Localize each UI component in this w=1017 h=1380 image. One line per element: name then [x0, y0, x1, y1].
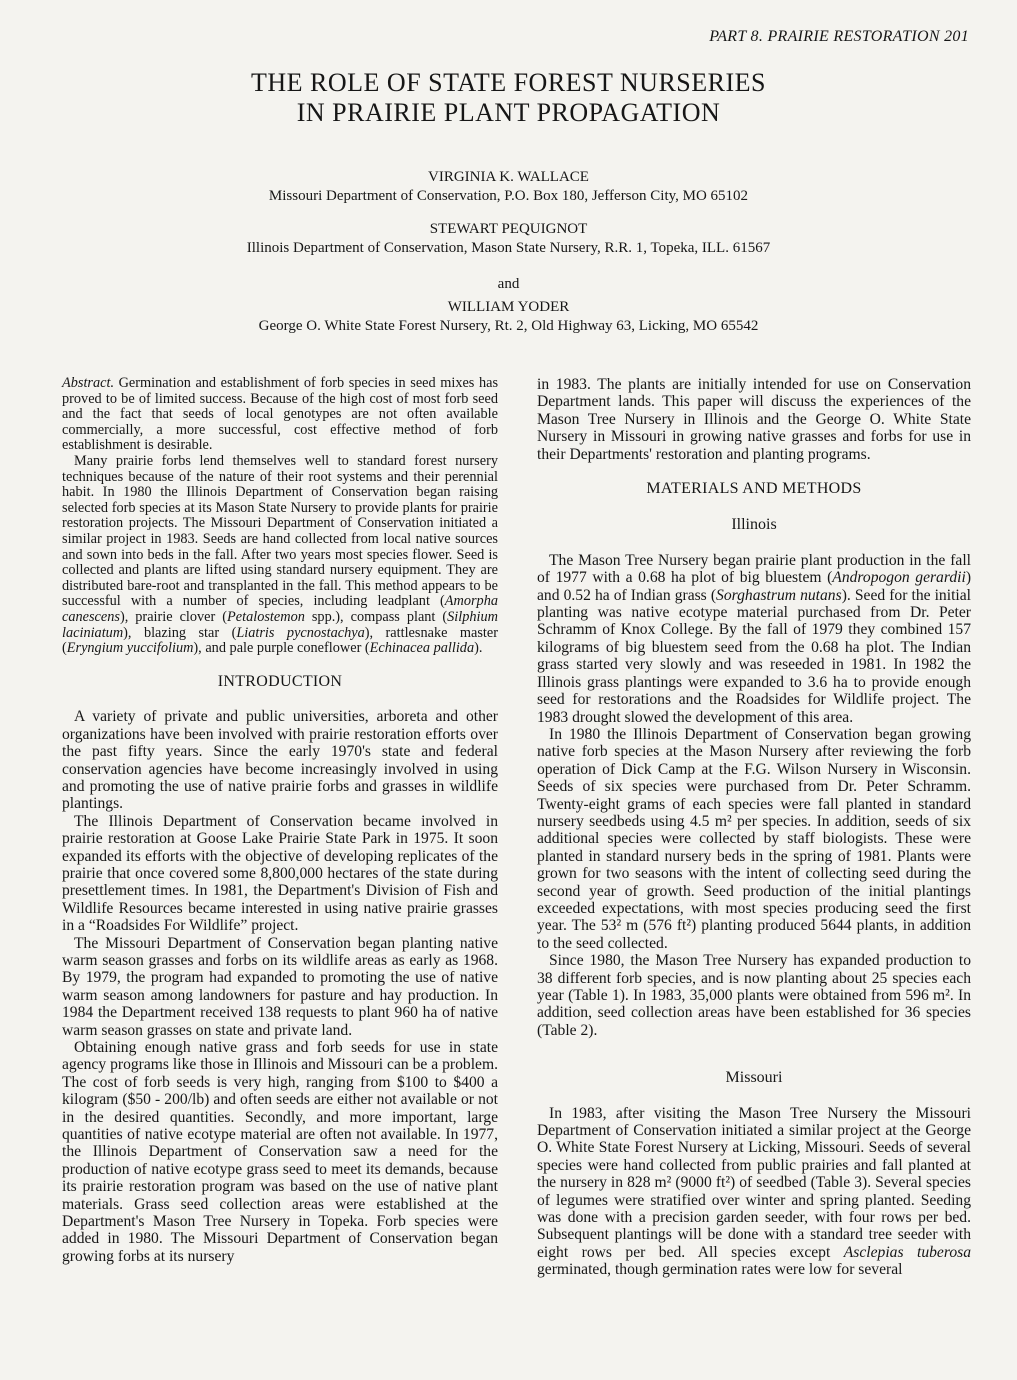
body-paragraph	[537, 552, 971, 726]
abstract-text: spp.), compass plant (	[304, 608, 448, 625]
species-name: Asclepias tuberosa	[843, 1243, 971, 1261]
abstract-text: ), prairie clover (	[119, 608, 228, 625]
body-text: ) and 0.52 ha of Indian grass (	[537, 569, 972, 604]
abstract-text: Many prairie forbs lend themselves well to standard forest nursery techniques because of the nature of their root systems and their perennial habit. In 1980 the Illinois Department of Conservation began raising selected forb species at its Mason State Nursery to provide plants for prairie restoration projects. The Missouri Department of Conservation initiated a similar project in 1983. Seeds are hand collected from local native sources and sown into beds in the fall. After two years most species flower. Seed is collected and plants are lifted using standard nursery equipment. They are distributed bare-root and transplanted in the fall. This method appears to be successful with a number of species, including leadplant (	[62, 452, 498, 610]
body-paragraph-continued: in 1983. The plants are initially intended for use on Conservation Department lands. This paper will discuss the experiences of the Mason Tree Nursery in Illinois and the George O. White State Nursery in Missouri in growing native grasses and forbs for use in their Departments' restoration and planting programs.	[537, 376, 971, 463]
body-paragraph: Obtaining enough native grass and forb seeds for use in state agency programs like those in Illinois and Missouri can be a problem. The cost of forb seeds is very high, ranging from $100 to $400 a kilogram ($50 - 200/lb) and often seeds are either not available or not in the desired quantities. Secondly, and more important, large quantities of native ecotype material are often not available. In 1977, the Illinois Department of Conservation saw a need for the production of native ecotype grass seed to meet its demands, because its prairie restoration program was based on the use of native plant materials. Grass seed collection areas were established at the Department's Mason Tree Nursery in Topeka. Forb species were added in 1980. The Missouri Department of Conservation began growing forbs at its nursery	[62, 1039, 498, 1265]
species-name: Silphium laciniatum	[62, 608, 498, 641]
body-text: The Mason Tree Nursery began prairie plant production in the fall of 1977 with a 0.68 ha plot of big bluestem (	[537, 551, 971, 587]
subsection-heading-illinois: Illinois	[731, 516, 777, 534]
species-name: Sorghastrum nutans	[716, 586, 842, 604]
abstract-text: ), rattlesnake master (	[62, 624, 498, 657]
body-paragraph	[537, 1105, 971, 1279]
abstract-label: Abstract.	[62, 375, 115, 391]
section-heading-introduction: INTRODUCTION	[217, 672, 343, 690]
author-affiliation: Illinois Department of Conservation, Mason State Nursery, R.R. 1, Topeka, ILL. 61567	[246, 240, 771, 256]
body-paragraph: In 1980 the Illinois Department of Conservation began growing native forb species at the Mason Nursery after reviewing the forb operation of Dick Camp at the F.G. Wilson Nursery in Wisconsin. Seeds of six species were purchased from Dr. Peter Schramm. Twenty-eight grams of each species were fall planted in standard nursery seedbeds using 4.5 m² per species. In addition, seeds of six additional species were collected by staff biologists. These were planted in standard nursery beds in the spring of 1981. Plants were grown for two seasons with the intent of collecting seed during the second year of growth. Seed production of the initial plantings exceeded expectations, with most species producing seed the first year. The 53² m (576 ft²) planting produced 5644 plants, in addition to the seed collected.	[537, 725, 971, 952]
author-affiliation: George O. White State Forest Nursery, Rt. 2, Old Highway 63, Licking, MO 65542	[258, 318, 759, 334]
body-paragraph: The Missouri Department of Conservation began planting native warm season grasses and forbs on its wildlife areas as early as 1968. By 1979, the program had expanded to promoting the use of native warm season among landowners for pasture and hay production. In 1984 the Department received 138 requests to plant 960 ha of native warm season grasses on state and private land.	[62, 934, 498, 1039]
species-name: Eryngium yuccifolium	[66, 640, 194, 657]
paper-title	[0, 68, 1017, 128]
subsection-heading-missouri: Missouri	[725, 1069, 783, 1087]
title-line-2: IN PRAIRIE PLANT PROPAGATION	[296, 98, 721, 127]
right-column	[537, 376, 971, 1279]
and-separator: and	[497, 276, 520, 292]
title-line-1: THE ROLE OF STATE FOREST NURSERIES	[251, 68, 766, 97]
abstract-text: ), blazing star (	[123, 624, 237, 641]
species-name: Andropogon gerardii	[832, 569, 966, 587]
species-name: Echinacea pallida	[369, 640, 475, 657]
abstract-paragraph-2	[62, 454, 498, 657]
author-name: WILLIAM YODER	[447, 299, 570, 315]
abstract-text: Germination and establishment of forb species in seed mixes has proved to be of limited success. Because of the high cost of most forb seed and the fact that seeds of local genotypes are not often available commercially, a more successful, cost effective method of forb establishment is desirable.	[62, 375, 499, 454]
running-head: PART 8. PRAIRIE RESTORATION 201	[709, 28, 969, 45]
species-name: Liatris pycnostachya	[236, 624, 365, 641]
body-text: In 1983, after visiting the Mason Tree Nursery the Missouri Department of Conservation initiated a similar project at the George O. White State Forest Nursery at Licking, Missouri. Seeds of several species were hand collected from public prairies and fall planted at the nursery in 828 m² (9000 ft²) of seedbed (Table 3). Several species of legumes were stratified over winter and spring planted. Seeding was done with a precision garden seeder, with four rows per bed. Subsequent plantings will be done with a standard tree seeder with eight rows per bed. All species except	[537, 1104, 971, 1261]
species-name: Petalostemon	[227, 608, 305, 625]
section-heading-methods: MATERIALS AND METHODS	[646, 480, 862, 498]
species-name: Amorpha canescens	[62, 593, 498, 625]
author-name: STEWART PEQUIGNOT	[429, 221, 588, 237]
body-text: germinated, though germination rates were low for several	[537, 1261, 903, 1279]
body-paragraph: The Illinois Department of Conservation became involved in prairie restoration at Goose Lake Prairie State Park in 1975. It soon expanded its efforts with the objective of developing replicates of the prairie that once covered some 8,800,000 hectares of the state during presettlement times. In 1981, the Department's Division of Fish and Wildlife Resources became interested in using native prairie grasses in a “Roadsides For Wildlife” project.	[62, 812, 498, 935]
abstract-text: ).	[474, 640, 483, 657]
body-paragraph: A variety of private and public universities, arboreta and other organizations have been involved with prairie restoration efforts over the past fifty years. Since the early 1970's state and federal conservation agencies have become increasingly involved in using and promoting the use of native prairie forbs and grasses in wildlife plantings.	[62, 708, 498, 813]
left-column	[62, 376, 498, 1265]
author-name: VIRGINIA K. WALLACE	[428, 169, 589, 185]
body-text: ). Seed for the initial planting was native ecotype material purchased from Dr. Peter Schramm of Knox College. By the fall of 1979 they combined 157 kilograms of big bluestem seed from the 0.68 ha plot. The Indian grass started very slowly and was reseeded in 1981. In 1982 the Illinois grass plantings were expanded to 3.6 ha to provide enough seed for restorations and the Roadsides for Wildlife project. The 1983 drought slowed the development of this area.	[537, 586, 971, 726]
abstract-text: ), and pale purple coneflower (	[193, 640, 370, 657]
body-paragraph: Since 1980, the Mason Tree Nursery has expanded production to 38 different forb species, and is now planting about 25 species each year (Table 1). In 1983, 35,000 plants were obtained from 596 m². In addition, seed collection areas have been established for 36 species (Table 2).	[537, 952, 971, 1039]
author-affiliation: Missouri Department of Conservation, P.O. Box 180, Jefferson City, MO 65102	[268, 188, 749, 204]
author-block	[0, 168, 1017, 336]
abstract-paragraph	[62, 376, 498, 454]
